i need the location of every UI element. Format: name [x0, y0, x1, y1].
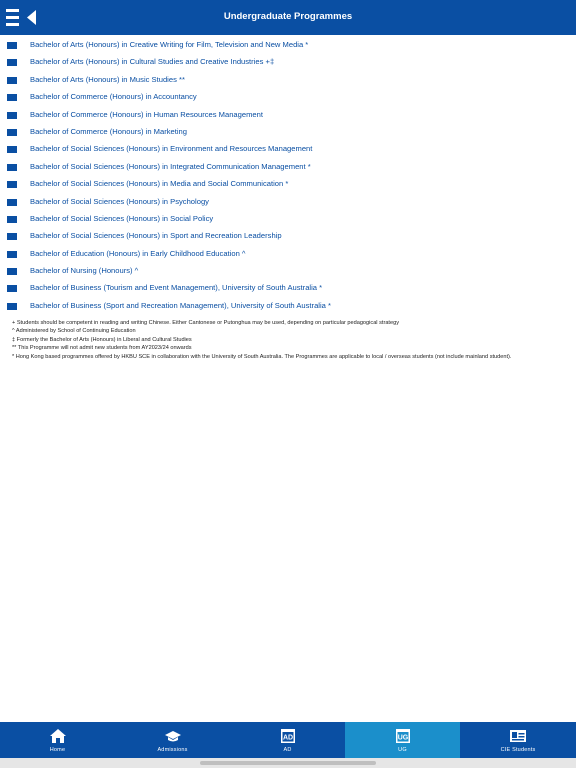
- programme-link[interactable]: Bachelor of Arts (Honours) in Cultural Studies and Creative Industries +‡: [30, 57, 275, 67]
- programme-list: [0, 37, 576, 315]
- bullet-marker: [7, 59, 17, 66]
- footnote: ‡ Formerly the Bachelor of Arts (Honours) in Liberal and Cultural Studies: [12, 336, 192, 343]
- id-card-icon: [510, 729, 526, 743]
- page-title: Undergraduate Programmes: [223, 11, 353, 22]
- programme-link[interactable]: Bachelor of Arts (Honours) in Music Studies **: [30, 74, 185, 84]
- programme-link[interactable]: Bachelor of Arts (Honours) in Creative Writing for Film, Television and New Media *: [30, 40, 309, 49]
- footnote: ** This Programme will not admit new students from AY2023/24 onwards: [12, 345, 192, 352]
- tab-ad[interactable]: [230, 722, 345, 758]
- footnote: + Students should be competent in reading and writing Chinese. Either Cantonese or Putonghua may be used, depending on particular pedagogical strategy: [12, 320, 400, 326]
- tab-home[interactable]: [0, 722, 115, 758]
- ug-badge-icon: [395, 729, 411, 743]
- programme-link[interactable]: Bachelor of Commerce (Honours) in Accountancy: [30, 92, 197, 102]
- bullet-marker: [7, 164, 17, 171]
- tab-ug[interactable]: [345, 722, 460, 758]
- programme-link[interactable]: Bachelor of Nursing (Honours) ^: [30, 266, 139, 276]
- svg-text:AD: AD: [282, 734, 293, 742]
- programme-item[interactable]: [0, 72, 576, 89]
- programme-link[interactable]: Bachelor of Commerce (Honours) in Human Resources Management: [30, 109, 263, 119]
- bullet-marker: [7, 216, 17, 223]
- tab-label: Admissions: [157, 747, 188, 753]
- bullet-marker: [7, 251, 17, 258]
- tab-cie-students[interactable]: [460, 722, 576, 758]
- bullet-marker: [7, 233, 17, 240]
- programme-item[interactable]: [0, 280, 576, 297]
- programme-item[interactable]: [0, 124, 576, 141]
- programme-item[interactable]: [0, 228, 576, 245]
- footnote: * Hong Kong based programmes offered by HKBU SCE in collaboration with the University of South Australia. The Programmes are applicable to local / overseas students (not include mainland student).: [12, 353, 512, 360]
- programme-link[interactable]: Bachelor of Social Sciences (Honours) in Psychology: [30, 196, 209, 206]
- programme-item[interactable]: [0, 194, 576, 211]
- home-indicator[interactable]: [200, 761, 376, 765]
- programme-link[interactable]: Bachelor of Social Sciences (Honours) in Integrated Communication Management *: [30, 161, 311, 171]
- app-header: [0, 0, 576, 35]
- programme-item[interactable]: [0, 89, 576, 106]
- bullet-marker: [7, 129, 17, 136]
- programme-item[interactable]: [0, 246, 576, 263]
- programme-link[interactable]: Bachelor of Social Sciences (Honours) in Sport and Recreation Leadership: [30, 231, 282, 241]
- programme-item[interactable]: [0, 176, 576, 193]
- programme-item[interactable]: [0, 263, 576, 280]
- bullet-marker: [7, 268, 17, 275]
- svg-text:UG: UG: [397, 734, 408, 742]
- programme-link[interactable]: Bachelor of Social Sciences (Honours) in Media and Social Communication *: [30, 179, 289, 189]
- programme-item[interactable]: [0, 54, 576, 71]
- tab-admissions[interactable]: [115, 722, 230, 758]
- bullet-marker: [7, 181, 17, 188]
- programme-item[interactable]: [0, 211, 576, 228]
- bullet-marker: [7, 303, 17, 310]
- programme-item[interactable]: [0, 159, 576, 176]
- bottom-tab-bar: [0, 722, 576, 758]
- bullet-marker: [7, 112, 17, 119]
- tab-label: UG: [398, 747, 407, 753]
- programme-link[interactable]: Bachelor of Social Sciences (Honours) in Environment and Resources Management: [30, 144, 313, 154]
- home-icon: [50, 729, 66, 743]
- programme-link[interactable]: Bachelor of Education (Honours) in Early Childhood Education ^: [30, 248, 246, 258]
- bullet-marker: [7, 199, 17, 206]
- tab-label: CIE Students: [500, 747, 536, 753]
- tab-label: AD: [283, 747, 292, 753]
- bullet-marker: [7, 285, 17, 292]
- bullet-marker: [7, 42, 17, 49]
- programme-item[interactable]: [0, 37, 576, 54]
- programme-link[interactable]: Bachelor of Social Sciences (Honours) in Social Policy: [30, 213, 214, 223]
- bullet-marker: [7, 77, 17, 84]
- footnote: ^ Administered by School of Continuing Education: [12, 328, 136, 335]
- programme-item[interactable]: [0, 298, 576, 315]
- programme-link[interactable]: Bachelor of Business (Tourism and Event Management), University of South Australia *: [30, 283, 323, 293]
- programme-item[interactable]: [0, 107, 576, 124]
- ad-badge-icon: [280, 729, 296, 743]
- footnotes: [12, 319, 557, 361]
- programme-item[interactable]: [0, 141, 576, 158]
- tab-label: Home: [49, 747, 66, 753]
- programme-link[interactable]: Bachelor of Business (Sport and Recreation Management), University of South Australia *: [30, 300, 331, 310]
- graduation-cap-icon: [165, 729, 181, 743]
- bullet-marker: [7, 94, 17, 101]
- programme-link[interactable]: Bachelor of Commerce (Honours) in Marketing: [30, 126, 187, 136]
- bullet-marker: [7, 146, 17, 153]
